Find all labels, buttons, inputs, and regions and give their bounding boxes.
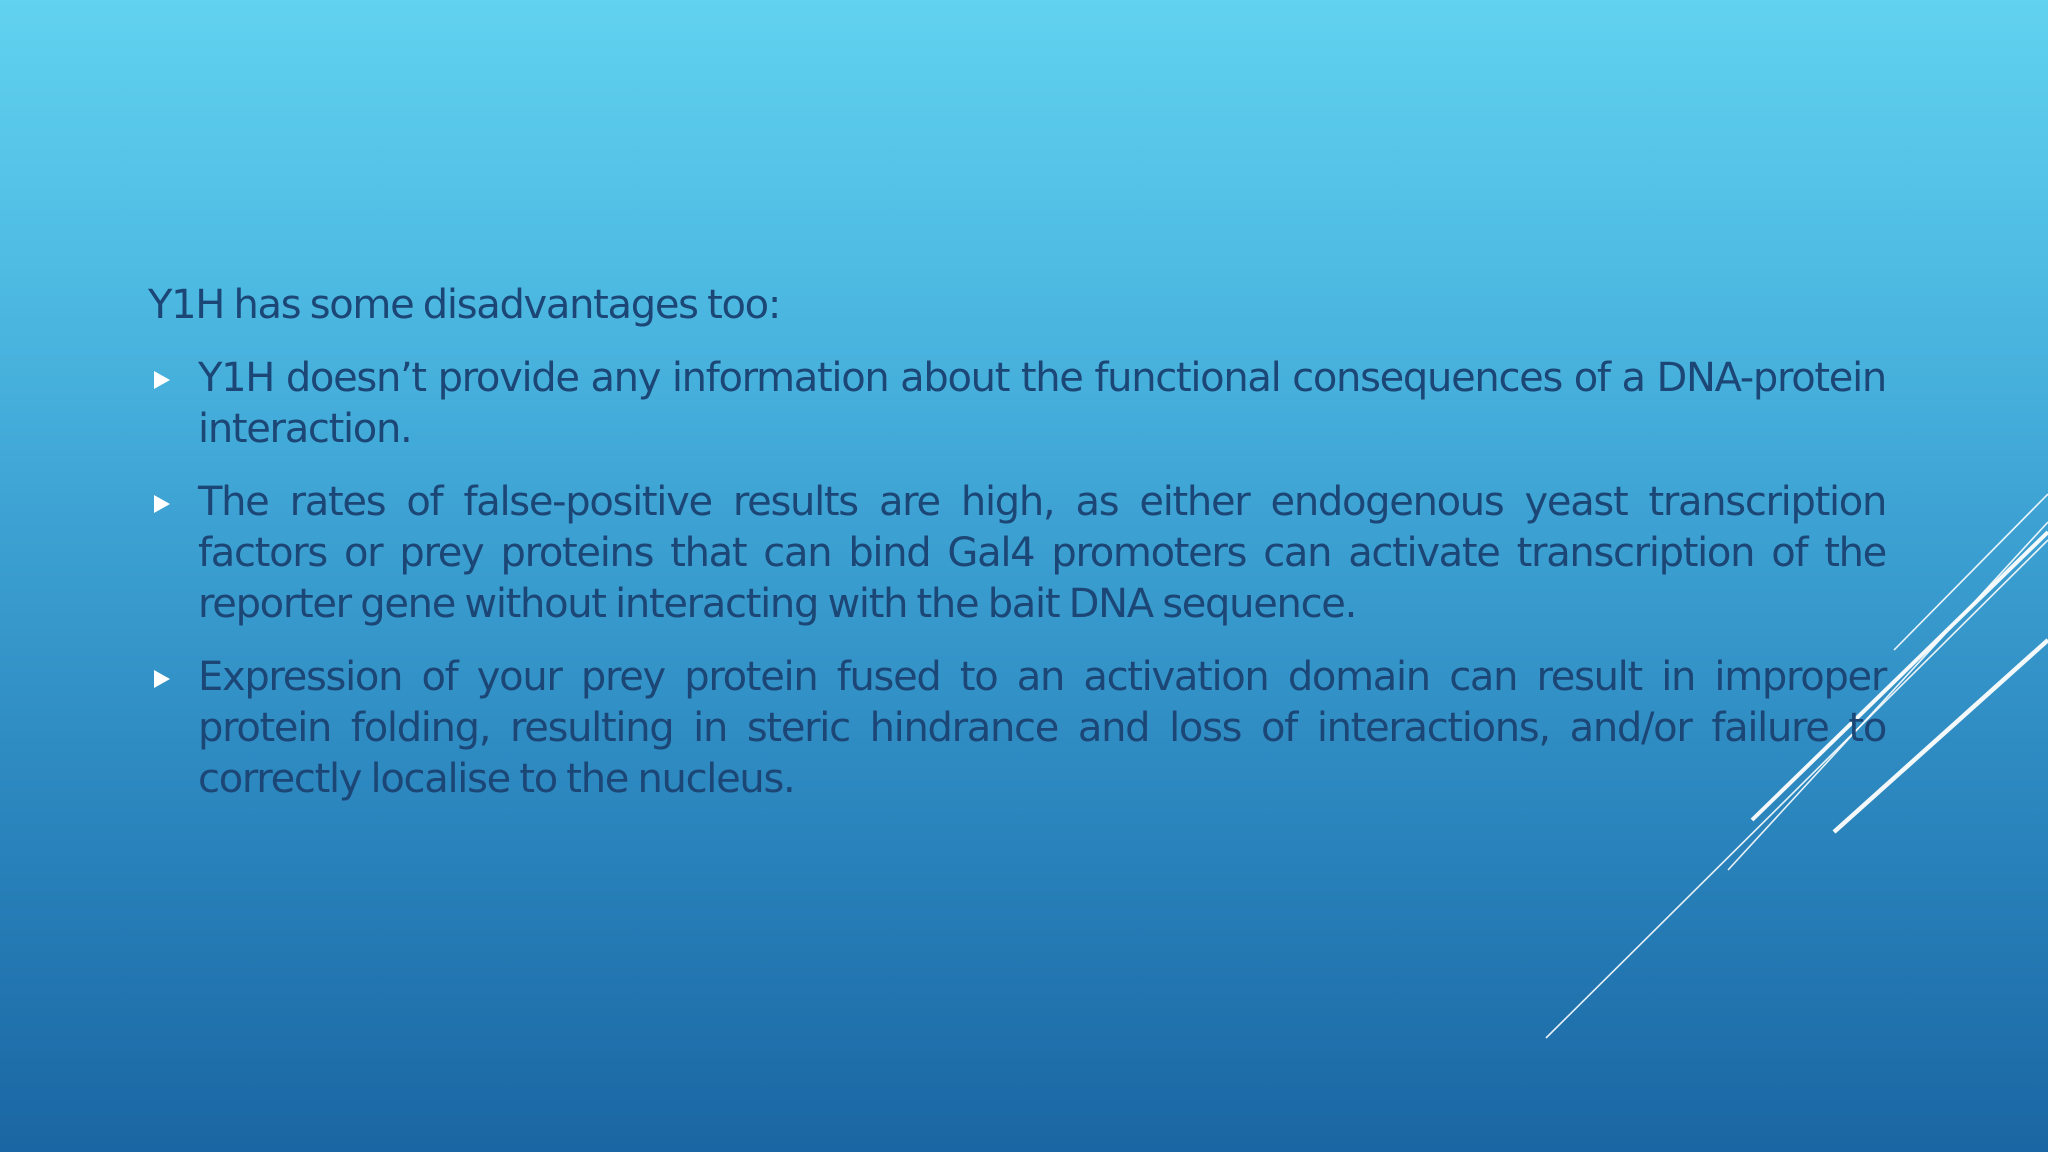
bullet-text: Y1H doesn’t provide any information about the functional consequences of a DNA-protein interaction. — [198, 355, 1886, 452]
bullet-item — [148, 477, 1886, 630]
bullet-text: Expression of your prey protein fused to an activation domain can result in improper protein folding, resulting in steric hindrance and loss of interactions, and/or failure to correctly localise to the nucleus. — [198, 654, 1886, 802]
bullet-item — [148, 652, 1886, 805]
bullet-text: The rates of false-positive results are high, as either endogenous yeast transcription factors or prey proteins that can bind Gal4 promoters can activate transcription of the reporter gene without interacting with the bait DNA sequence. — [198, 479, 1886, 627]
triangle-right-icon — [154, 495, 170, 513]
bullet-list — [148, 353, 1886, 805]
triangle-right-icon — [154, 670, 170, 688]
intro-text: Y1H has some disadvantages too: — [148, 282, 781, 328]
bullet-item — [148, 353, 1886, 455]
slide-body — [148, 280, 1886, 827]
decorative-line — [1894, 494, 2048, 650]
triangle-right-icon — [154, 371, 170, 389]
